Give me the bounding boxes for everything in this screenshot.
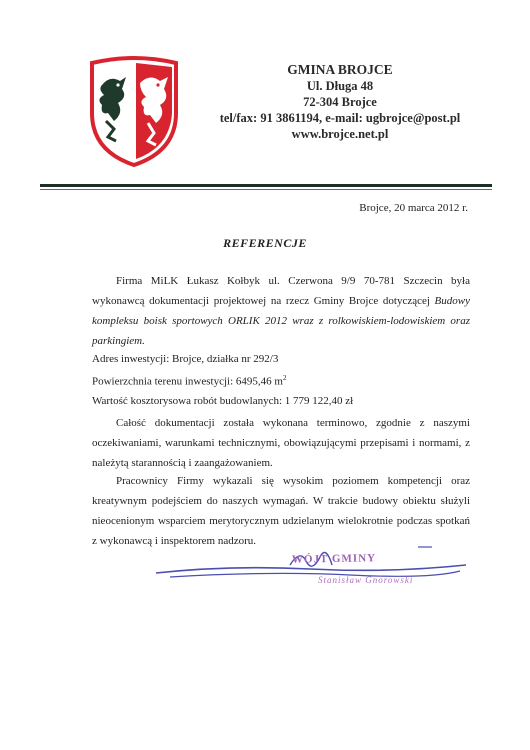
area-text: Powierzchnia terenu inwestycji: 6495,46 m [92, 375, 283, 388]
paragraph-staff: Pracownicy Firmy wykazali się wysokim poziomem kompetencji oraz kreatywnym podejściem do naszych wymagań. W trakcie budowy obiektu służyli nieocenionym wsparciem merytorycznym udzielanym wielokrotnie podczas spotkań z wykonawcą i inspektorem nadzoru. [92, 475, 470, 547]
organization-name: GMINA BROJCE [287, 62, 393, 77]
intro-text: Firma MiLK Łukasz Kołbyk ul. Czerwona 9/9 70-781 Szczecin była wykonawcą dokumentacji projektowej na rzecz Gminy Brojce dotyczącej [92, 275, 470, 307]
postal-address: 72-304 Brojce [303, 95, 377, 109]
header-divider-thin [40, 189, 492, 190]
official-stamp-name: Stanisław Gnorowski [318, 575, 414, 585]
website-line: www.brojce.net.pl [291, 127, 389, 141]
project-name: Budowy kompleksu boisk sportowych ORLIK 2012 wraz z rolkowiskiem-lodowiskiem oraz parkingiem. [92, 295, 470, 347]
official-stamp-title: WÓJT GMINY [291, 552, 377, 566]
header-divider [40, 184, 492, 187]
letter-date: Brojce, 20 marca 2012 r. [359, 202, 468, 214]
investment-cost: Wartość kosztorysowa robót budowlanych: 1 779 122,40 zł [92, 394, 354, 407]
contact-line: tel/fax: 91 3861194, e-mail: ugbrojce@post.pl [219, 111, 461, 125]
municipality-letterhead [210, 62, 470, 142]
street-address: Ul. Długa 48 [306, 79, 374, 93]
paragraph-quality: Całość dokumentacji została wykonana terminowo, zgodnie z naszymi oczekiwaniami, warunkami technicznymi, obowiązującymi przepisami i normami, z należytą starannością i zaangażowaniem. [92, 417, 470, 469]
investment-facts [92, 350, 470, 411]
letter-heading: REFERENCJE [223, 236, 307, 250]
investment-location: Adres inwestycji: Brojce, działka nr 292/3 [92, 353, 279, 365]
investment-area [92, 369, 470, 392]
coat-of-arms-icon [88, 55, 180, 167]
area-exponent: 2 [282, 374, 287, 382]
paragraph-intro [92, 271, 470, 351]
